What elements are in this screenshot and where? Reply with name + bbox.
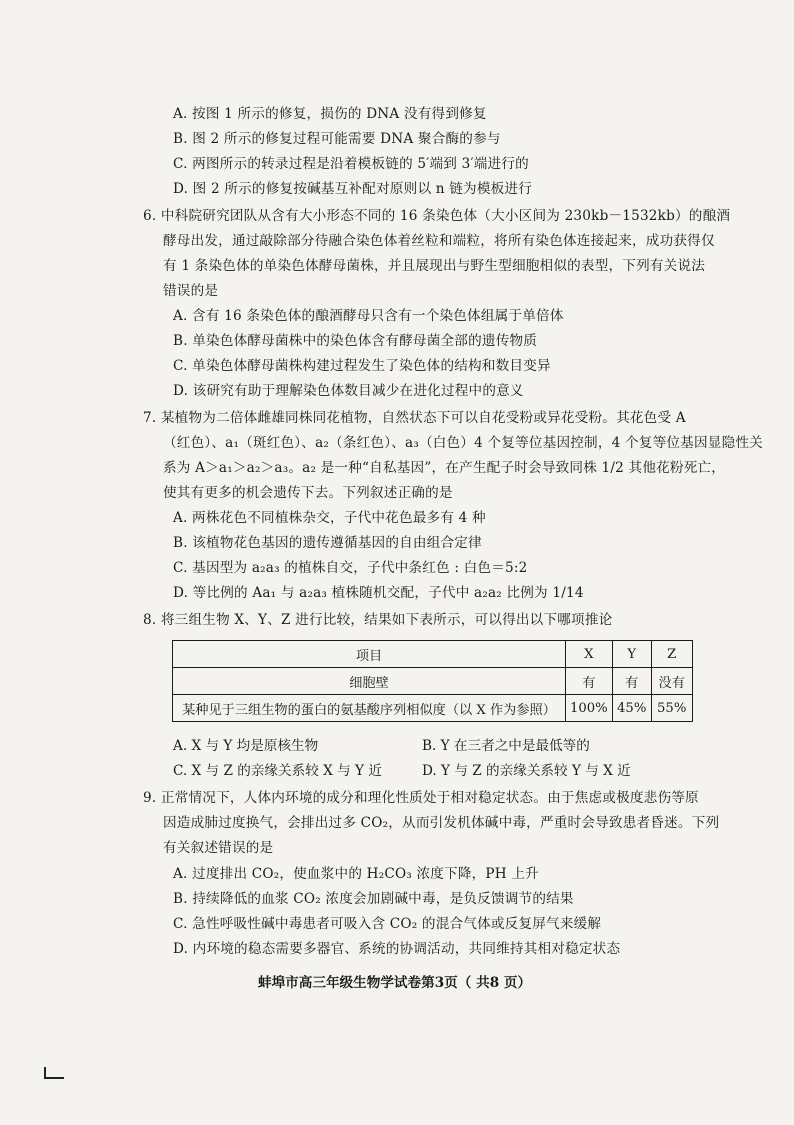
q6-option-b: B. 单染色体酵母菌株中的染色体含有酵母菌全部的遗传物质 xyxy=(173,333,538,349)
q6-option-c: C. 单染色体酵母菌株构建过程发生了染色体的结构和数目变异 xyxy=(173,358,551,374)
q6-stem-line-1: 6. 中科院研究团队从含有大小形态不同的 16 条染色体（大小区间为 230kb－1532kb）的酿酒 xyxy=(143,208,731,224)
table-header-cell: X xyxy=(566,641,613,668)
q6-stem-line-2: 酵母出发，通过敲除部分待融合染色体着丝粒和端粒，将所有染色体连接起来，成功获得仅 xyxy=(163,233,715,249)
q7-option-b: B. 该植物花色基因的遗传遵循基因的自由组合定律 xyxy=(173,535,482,551)
q8-option-d: D. Y 与 Z 的亲缘关系较 Y 与 X 近 xyxy=(422,763,631,779)
table-cell: 有 xyxy=(566,668,613,695)
q7-stem-line-2: （红色）、a₁（斑红色）、a₂（条红色）、a₃（白色）4 个复等位基因控制，4 个复等位基因显隐性关 xyxy=(163,435,763,451)
table-cell: 45% xyxy=(612,695,651,722)
q5-option-d: D. 图 2 所示的修复按碱基互补配对原则以 n 链为模板进行 xyxy=(173,181,533,197)
table-cell: 细胞壁 xyxy=(173,668,566,695)
table-row xyxy=(173,695,693,722)
crop-mark xyxy=(44,1067,64,1079)
q6-option-a: A. 含有 16 条染色体的酿酒酵母只含有一个染色体组属于单倍体 xyxy=(173,308,564,324)
q5-option-c: C. 两图所示的转录过程是沿着模板链的 5′端到 3′端进行的 xyxy=(173,156,529,172)
q9-option-d: D. 内环境的稳态需要多器官、系统的协调活动，共同维持其相对稳定状态 xyxy=(173,941,621,957)
q8-option-c: C. X 与 Z 的亲缘关系较 X 与 Y 近 xyxy=(173,763,382,779)
q7-option-a: A. 两株花色不同植株杂交，子代中花色最多有 4 种 xyxy=(173,510,486,526)
table-cell: 没有 xyxy=(651,668,692,695)
comparison-table xyxy=(172,640,693,722)
q9-stem-line-2: 因造成肺过度换气，会排出过多 CO₂，从而引发机体碱中毒，严重时会导致患者昏迷。下列 xyxy=(163,815,720,831)
q6-option-d: D. 该研究有助于理解染色体数目减少在进化过程中的意义 xyxy=(173,383,524,399)
page-footer: 蚌埠市高三年级生物学试卷第3页（ 共8 页） xyxy=(258,975,532,991)
table-cell: 某种见于三组生物的蛋白的氨基酸序列相似度（以 X 作为参照） xyxy=(173,695,566,722)
q7-stem-line-3: 系为 A＞a₁＞a₂＞a₃。a₂ 是一种“自私基因”，在产生配子时会导致同株 1/2 其他花粉死亡， xyxy=(163,460,726,476)
table-header-cell: Y xyxy=(612,641,651,668)
q9-option-a: A. 过度排出 CO₂，使血浆中的 H₂CO₃ 浓度下降，PH 上升 xyxy=(173,866,539,882)
q5-option-a: A. 按图 1 所示的修复，损伤的 DNA 没有得到修复 xyxy=(173,106,487,122)
q5-option-b: B. 图 2 所示的修复过程可能需要 DNA 聚合酶的参与 xyxy=(173,131,501,147)
q9-option-b: B. 持续降低的血浆 CO₂ 浓度会加剧碱中毒，是负反馈调节的结果 xyxy=(173,891,574,907)
q9-option-c: C. 急性呼吸性碱中毒患者可吸入含 CO₂ 的混合气体或反复屏气来缓解 xyxy=(173,916,602,932)
q6-stem-line-4: 错误的是 xyxy=(163,283,219,299)
table-header-cell: 项目 xyxy=(173,641,566,668)
table-row xyxy=(173,668,693,695)
q7-option-d: D. 等比例的 Aa₁ 与 a₂a₃ 植株随机交配，子代中 a₂a₂ 比例为 1/14 xyxy=(173,585,584,601)
q7-stem-line-1: 7. 某植物为二倍体雌雄同株同花植物，自然状态下可以自花受粉或异花受粉。其花色受 A xyxy=(143,410,686,426)
q7-option-c: C. 基因型为 a₂a₃ 的植株自交，子代中条红色 : 白色＝5:2 xyxy=(173,560,528,576)
table-cell: 有 xyxy=(612,668,651,695)
q7-stem-line-4: 使其有更多的机会遗传下去。下列叙述正确的是 xyxy=(163,485,453,501)
table-header-cell: Z xyxy=(651,641,692,668)
q9-stem-line-3: 有关叙述错误的是 xyxy=(163,840,274,856)
q9-stem-line-1: 9. 正常情况下，人体内环境的成分和理化性质处于相对稳定状态。由于焦虑或极度悲伤等原 xyxy=(143,790,699,806)
table-header-row xyxy=(173,641,693,668)
q8-option-b: B. Y 在三者之中是最低等的 xyxy=(422,738,590,754)
q8-option-a: A. X 与 Y 均是原核生物 xyxy=(173,738,319,754)
q8-stem: 8. 将三组生物 X、Y、Z 进行比较，结果如下表所示，可以得出以下哪项推论 xyxy=(143,612,613,628)
table-cell: 55% xyxy=(651,695,692,722)
q6-stem-line-3: 有 1 条染色体的单染色体酵母菌株，并且展现出与野生型细胞相似的表型，下列有关说法 xyxy=(163,258,706,274)
table-cell: 100% xyxy=(566,695,613,722)
